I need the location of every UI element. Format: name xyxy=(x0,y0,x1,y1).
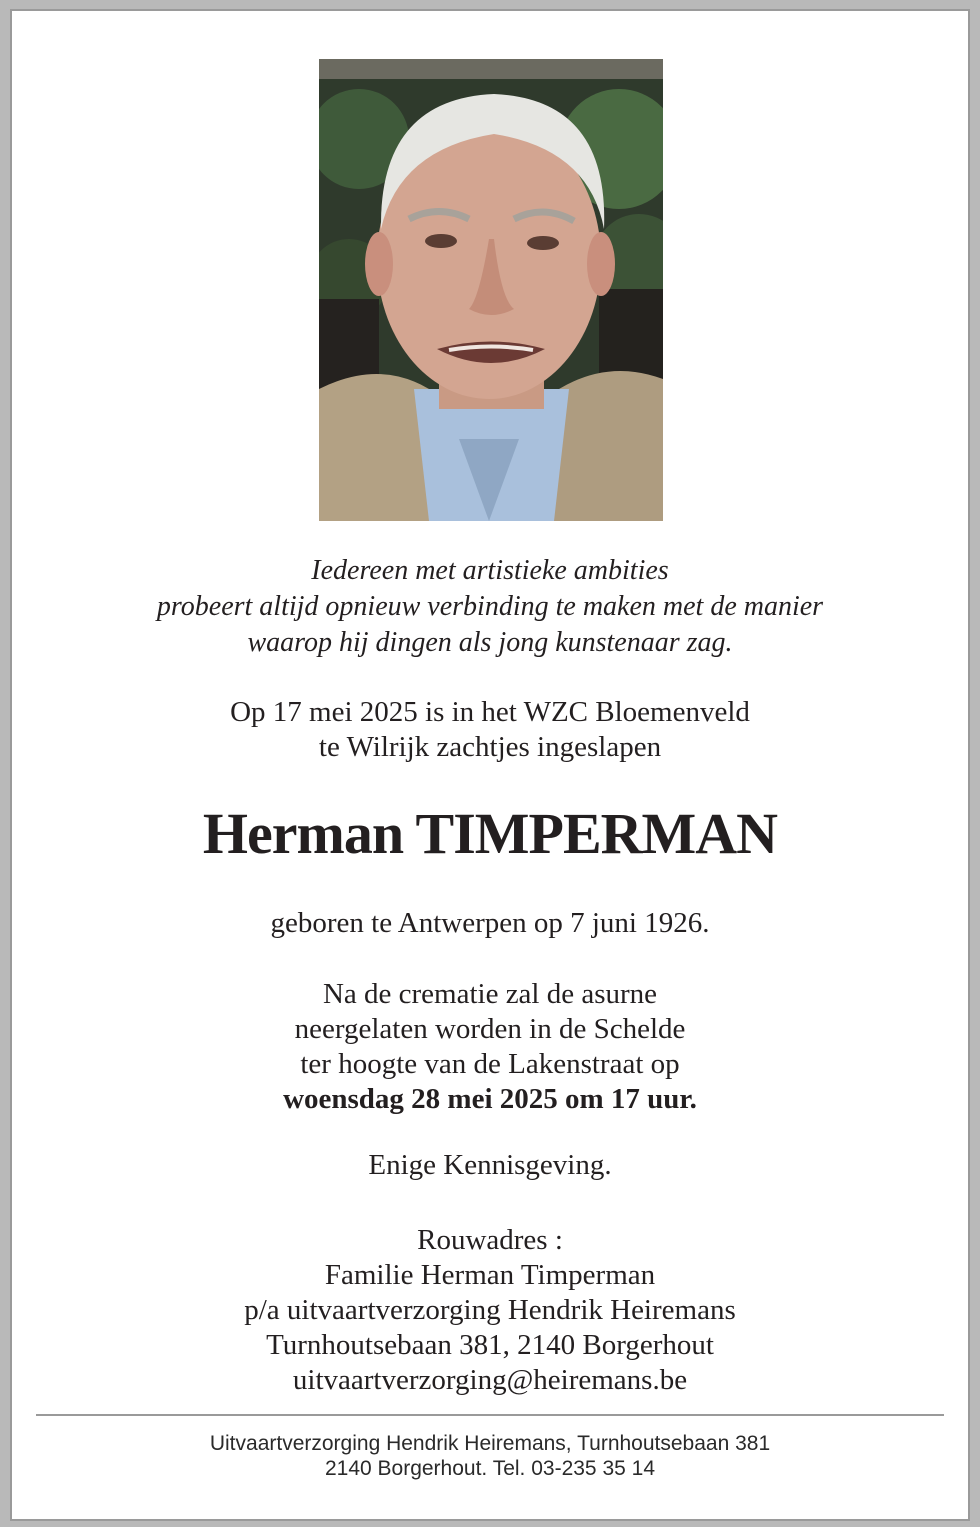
portrait-illustration xyxy=(319,59,663,521)
quote xyxy=(12,553,968,661)
address-line: Rouwadres : xyxy=(417,1224,563,1256)
address-line: Turnhoutsebaan 381, 2140 Borgerhout xyxy=(266,1329,714,1361)
announcement-line: Op 17 mei 2025 is in het WZC Bloemenveld xyxy=(230,696,750,728)
cremation-line: neergelaten worden in de Schelde xyxy=(294,1013,686,1045)
footer-divider xyxy=(36,1414,944,1416)
death-announcement xyxy=(12,695,968,765)
portrait-photo xyxy=(319,59,663,521)
notice-text: Enige Kennisgeving. xyxy=(368,1149,612,1181)
obituary-card xyxy=(10,9,970,1521)
cremation-line: Na de crematie zal de asurne xyxy=(322,978,658,1010)
announcement-line: te Wilrijk zachtjes ingeslapen xyxy=(318,731,662,763)
footer-line: 2140 Borgerhout. Tel. 03-235 35 14 xyxy=(324,1457,656,1480)
address-line: Familie Herman Timperman xyxy=(324,1259,656,1291)
email-address: uitvaartverzorging@heiremans.be xyxy=(292,1364,688,1396)
footer-line: Uitvaartverzorging Hendrik Heiremans, Turnhoutsebaan 381 xyxy=(209,1432,771,1455)
deceased-name: Herman TIMPERMAN xyxy=(202,801,778,866)
quote-line: probeert altijd opnieuw verbinding te maken met de manier xyxy=(156,591,824,622)
cremation-line: ter hoogte van de Lakenstraat op xyxy=(300,1048,680,1080)
funeral-home-footer xyxy=(12,1431,968,1481)
ceremony-date: woensdag 28 mei 2025 om 17 uur. xyxy=(283,1083,697,1115)
quote-line: Iedereen met artistieke ambities xyxy=(311,555,669,586)
cremation-info xyxy=(12,977,968,1117)
birth-info: geboren te Antwerpen op 7 juni 1926. xyxy=(270,907,710,939)
quote-line: waarop hij dingen als jong kunstenaar zag. xyxy=(247,627,733,658)
mourning-address xyxy=(12,1223,968,1398)
address-line: p/a uitvaartverzorging Hendrik Heiremans xyxy=(244,1294,736,1326)
